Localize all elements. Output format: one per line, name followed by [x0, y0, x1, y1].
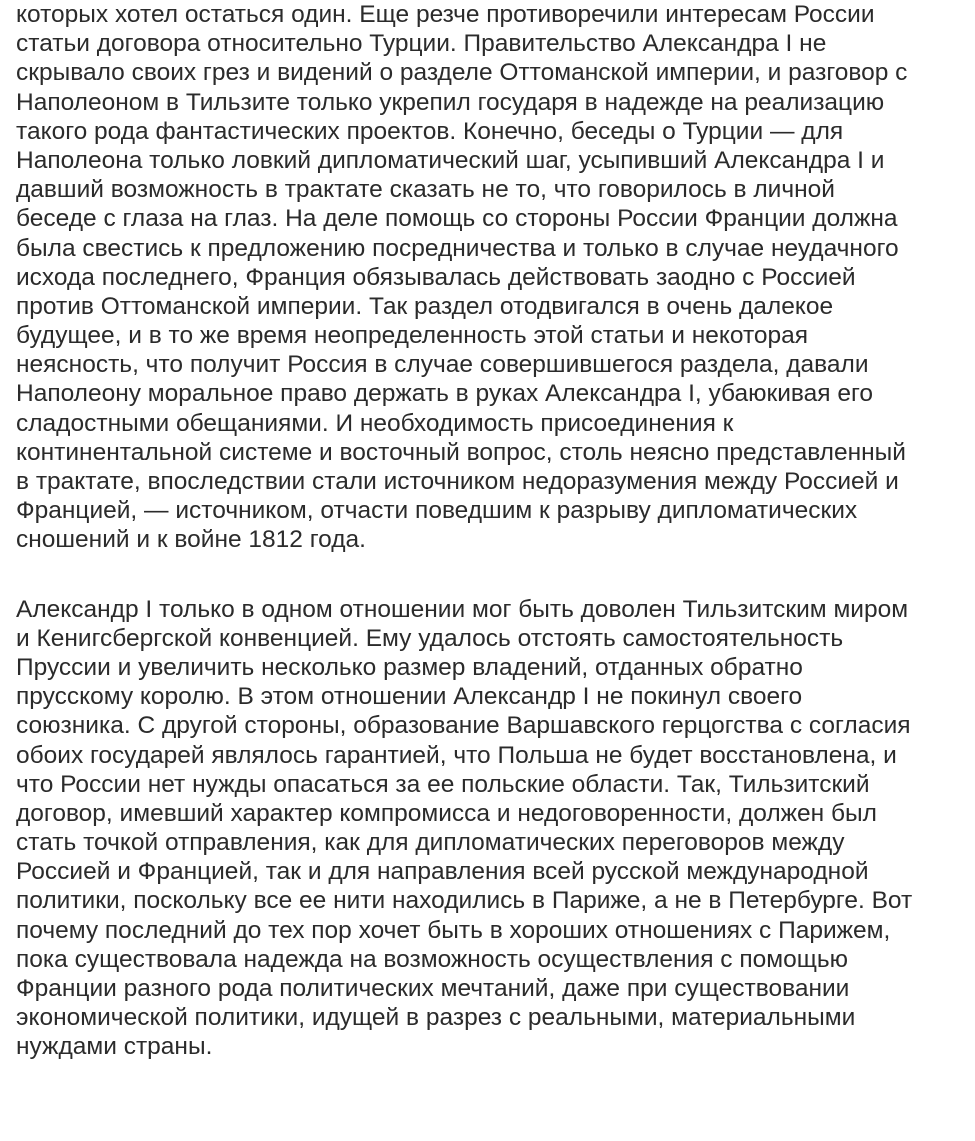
text-line: что России нет нужды опасаться за ее польские области. Так, Тильзитский	[16, 770, 870, 798]
text-line: беседе с глаза на глаз. На деле помощь со стороны России Франции должна	[16, 205, 898, 233]
text-line: почему последний до тех пор хочет быть в хороших отношениях с Парижем,	[16, 916, 891, 944]
text-line: Александр I только в одном отношении мог быть доволен Тильзитским миром	[16, 595, 909, 623]
text-line: Наполеоном в Тильзите только укрепил государя в надежде на реализацию	[16, 88, 885, 116]
text-line: исхода последнего, Франция обязывалась действовать заодно с Россией	[16, 263, 856, 291]
text-line: и Кенигсбергской конвенцией. Ему удалось отстоять самостоятельность	[16, 624, 844, 652]
text-line: Пруссии и увеличить несколько размер владений, отданных обратно	[16, 653, 803, 681]
text-line: континентальной системе и восточный вопрос, столь неясно представленный	[16, 438, 906, 466]
text-line: стать точкой отправления, как для дипломатических переговоров между	[16, 829, 845, 857]
text-line: договор, имевший характер компромисса и недоговоренности, должен был	[16, 799, 877, 827]
text-line: политики, поскольку все ее нити находились в Париже, а не в Петербурге. Вот	[16, 887, 913, 915]
text-line: прусскому королю. В этом отношении Александр I не покинул своего	[16, 683, 803, 711]
text-line: будущее, и в то же время неопределенность этой статьи и некоторая	[16, 322, 809, 350]
text-line: Франции разного рода политических мечтаний, даже при существовании	[16, 975, 850, 1002]
text-line: была свестись к предложению посредничества и только в случае неудачного	[16, 234, 899, 262]
text-line: которых хотел остаться один. Еще резче противоречили интересам России	[16, 1, 875, 28]
text-line: экономической политики, идущей в разрез с реальными, материальными	[16, 1004, 856, 1032]
text-line: пока существовала надежда на возможность осуществления с помощью	[16, 945, 848, 973]
text-line: Францией, — источником, отчасти поведшим к разрыву дипломатических	[16, 497, 858, 525]
paragraph-gap	[16, 555, 975, 595]
text-line: такого рода фантастических проектов. Конечно, беседы о Турции — для	[16, 117, 844, 145]
text-line: скрывало своих грез и видений о разделе Оттоманской империи, и разговор с	[16, 59, 908, 87]
text-line: статьи договора относительно Турции. Правительство Александра I не	[16, 30, 827, 58]
text-line: союзника. С другой стороны, образование Варшавского герцогства с согласия	[16, 712, 911, 740]
text-line: в трактате, впоследствии стали источником недоразумения между Россией и	[16, 468, 899, 495]
text-line: против Оттоманской империи. Так раздел отодвигался в очень далекое	[16, 292, 834, 320]
text-line: нуждами страны.	[16, 1033, 213, 1061]
text-line: Россией и Францией, так и для направления всей русской международной	[16, 858, 869, 886]
paragraph-1	[16, 0, 975, 555]
text-line: Наполеона только ловкий дипломатический шаг, усыпивший Александра I и	[16, 146, 885, 174]
text-line: неясность, что получит Россия в случае совершившегося раздела, давали	[16, 351, 869, 379]
text-line: сладостными обещаниями. И необходимость присоединения к	[16, 409, 734, 437]
text-line: Наполеону моральное право держать в руках Александра I, убаюкивая его	[16, 380, 873, 408]
paragraph-2	[16, 595, 975, 1062]
text-line: обоих государей являлось гарантией, что Польша не будет восстановлена, и	[16, 741, 897, 769]
document-page	[16, 0, 975, 1062]
text-line: давший возможность в трактате сказать не то, что говорилось в личной	[16, 176, 835, 204]
text-line: сношений и к войне 1812 года.	[16, 526, 366, 554]
